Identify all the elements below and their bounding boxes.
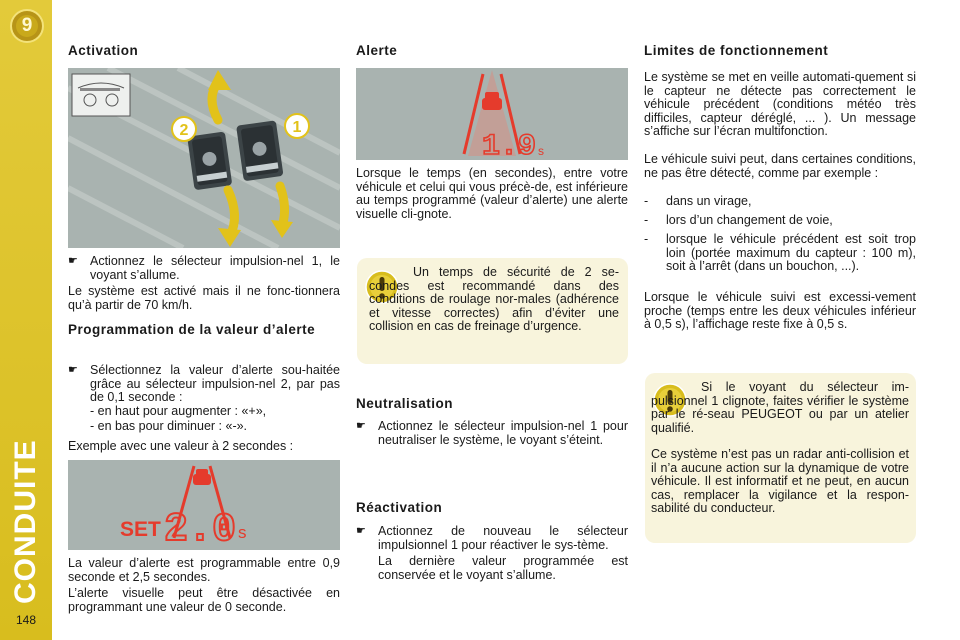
reactivation-bullet-text: Actionnez de nouveau le sélecteur impulsionnel 1 pour réactiver le sys-tème. (378, 524, 628, 552)
neutralisation-bullet-text: Actionnez le sélecteur impulsion-nel 1 pour neutraliser le système, le voyant s’éteint. (378, 419, 628, 447)
dash-marker: - (644, 232, 649, 246)
reactivation-bullet (356, 525, 628, 582)
programmation-example: Exemple avec une valeur à 2 secondes : (68, 439, 294, 453)
selector-label-1: 1 (292, 119, 302, 136)
programmation-bullet (68, 364, 340, 405)
limites-case-1 (644, 195, 916, 209)
set-display-illustration (68, 460, 340, 550)
dash-marker: - (644, 213, 649, 227)
alerte-warning-box (357, 258, 628, 364)
chapter-number-badge: 9 (10, 9, 44, 43)
chapter-sidebar (0, 0, 52, 640)
activation-bullet-text: Actionnez le sélecteur impulsion-nel 1, le voyant s’allume. (90, 254, 340, 282)
car-icon (482, 92, 502, 110)
selector-switch-drawing (68, 68, 340, 248)
limites-title: Limites de fonctionnement (644, 43, 829, 58)
activation-note: Le système est activé mais il ne fonc-tionnera qu’à partir de 70 km/h. (68, 284, 340, 312)
alert-display-illustration (356, 68, 628, 160)
limites-warning-text-2: Ce système n’est pas un radar anti-collision et il n’a aucune action sur la dynamique de votre véhicule. Il est informatif et ne peut, en aucun cas, remplacer la vigilance et la respon-sabilité du conducteur. (651, 447, 909, 515)
bullet-arrow-icon: ☛ (356, 525, 366, 537)
set-display-drawing (68, 460, 340, 550)
bullet-arrow-icon: ☛ (356, 420, 366, 432)
bullet-arrow-icon: ☛ (68, 255, 78, 267)
neutralisation-bullet (356, 420, 628, 447)
limites-case-1-text: dans un virage, (666, 194, 752, 208)
programmation-bullet-text: Sélectionnez la valeur d’alerte sou-haitée grâce au sélecteur impulsion-nel 2, par pas de 0,1 seconde : (90, 363, 340, 404)
alert-unit-text: s (538, 144, 544, 158)
limites-close-vehicle: Lorsque le véhicule suivi est excessi-vement proche (temps entre les deux véhicules inférieur à 0,5 s), l’affichage reste fixe à 0,5 s. (644, 290, 916, 331)
alert-value-text: 1.9 (482, 130, 537, 160)
set-prefix-text: SET (120, 518, 161, 541)
alerte-description: Lorsque le temps (en secondes), entre votre véhicule et celui qui vous précè-de, est inférieure au temps programmé (valeur d’alerte) une alerte visuelle cli-gnote. (356, 166, 628, 221)
alert-display-drawing (356, 68, 628, 160)
dash-marker: - (644, 194, 649, 208)
neutralisation-title: Neutralisation (356, 396, 454, 411)
limites-case-3 (644, 233, 916, 274)
selector-switch-illustration (68, 68, 340, 248)
programmation-dash-down: - en bas pour diminuer : «-». (90, 419, 248, 433)
limites-case-2-text: lors d’un changement de voie, (666, 213, 833, 227)
set-unit-text: s (238, 523, 247, 542)
programmation-title: Programmation de la valeur d’alerte (68, 322, 316, 337)
limites-warning-box (645, 373, 916, 543)
alerte-warning-text: Un temps de sécurité de 2 se-condes est recommandé dans des conditions de roulage nor-males (adhérence et vitesse correctes) afin d’éviter une collision en cas de freinage d’urgence. (369, 265, 619, 333)
reactivation-bullet-continuation: La dernière valeur programmée est conservée et le voyant s’allume. (378, 554, 628, 582)
limites-case-3-text: lorsque le véhicule précédent est soit trop loin (portée maximum du capteur : 100 m), soit à l’arrêt (dans un bouchon, ...). (666, 232, 916, 273)
chapter-title: CONDUITE (9, 439, 42, 604)
activation-bullet (68, 255, 340, 282)
limites-case-2 (644, 214, 916, 228)
programmation-range: La valeur d’alerte est programmable entre 0,9 seconde et 2,5 secondes. (68, 556, 340, 584)
set-value-text: 2.0 (164, 508, 237, 550)
limites-detection: Le véhicule suivi peut, dans certaines conditions, ne pas être détecté, comme par exemple : (644, 152, 916, 180)
limites-warning-text-1: Si le voyant du sélecteur im-pulsionnel 1 clignote, faites vérifier le système par le ré-seau PEUGEOT ou par un atelier qualifié. (651, 380, 909, 435)
programmation-disable-note: L’alerte visuelle peut être désactivée en programmant une valeur de 0 seconde. (68, 586, 340, 614)
activation-title: Activation (68, 43, 139, 58)
page-number: 148 (15, 613, 37, 627)
programmation-dash-up: - en haut pour augmenter : «+», (90, 404, 267, 418)
bullet-arrow-icon: ☛ (68, 364, 78, 376)
alerte-title: Alerte (356, 43, 398, 58)
limites-intro: Le système se met en veille automati-quement si le capteur ne détecte pas correctement le véhicule précédent (conditions météo très difficiles, capteur déréglé, ... ). Un message s’affiche sur l’écran multifonction. (644, 70, 916, 138)
reactivation-title: Réactivation (356, 500, 443, 515)
selector-label-2: 2 (179, 122, 189, 139)
